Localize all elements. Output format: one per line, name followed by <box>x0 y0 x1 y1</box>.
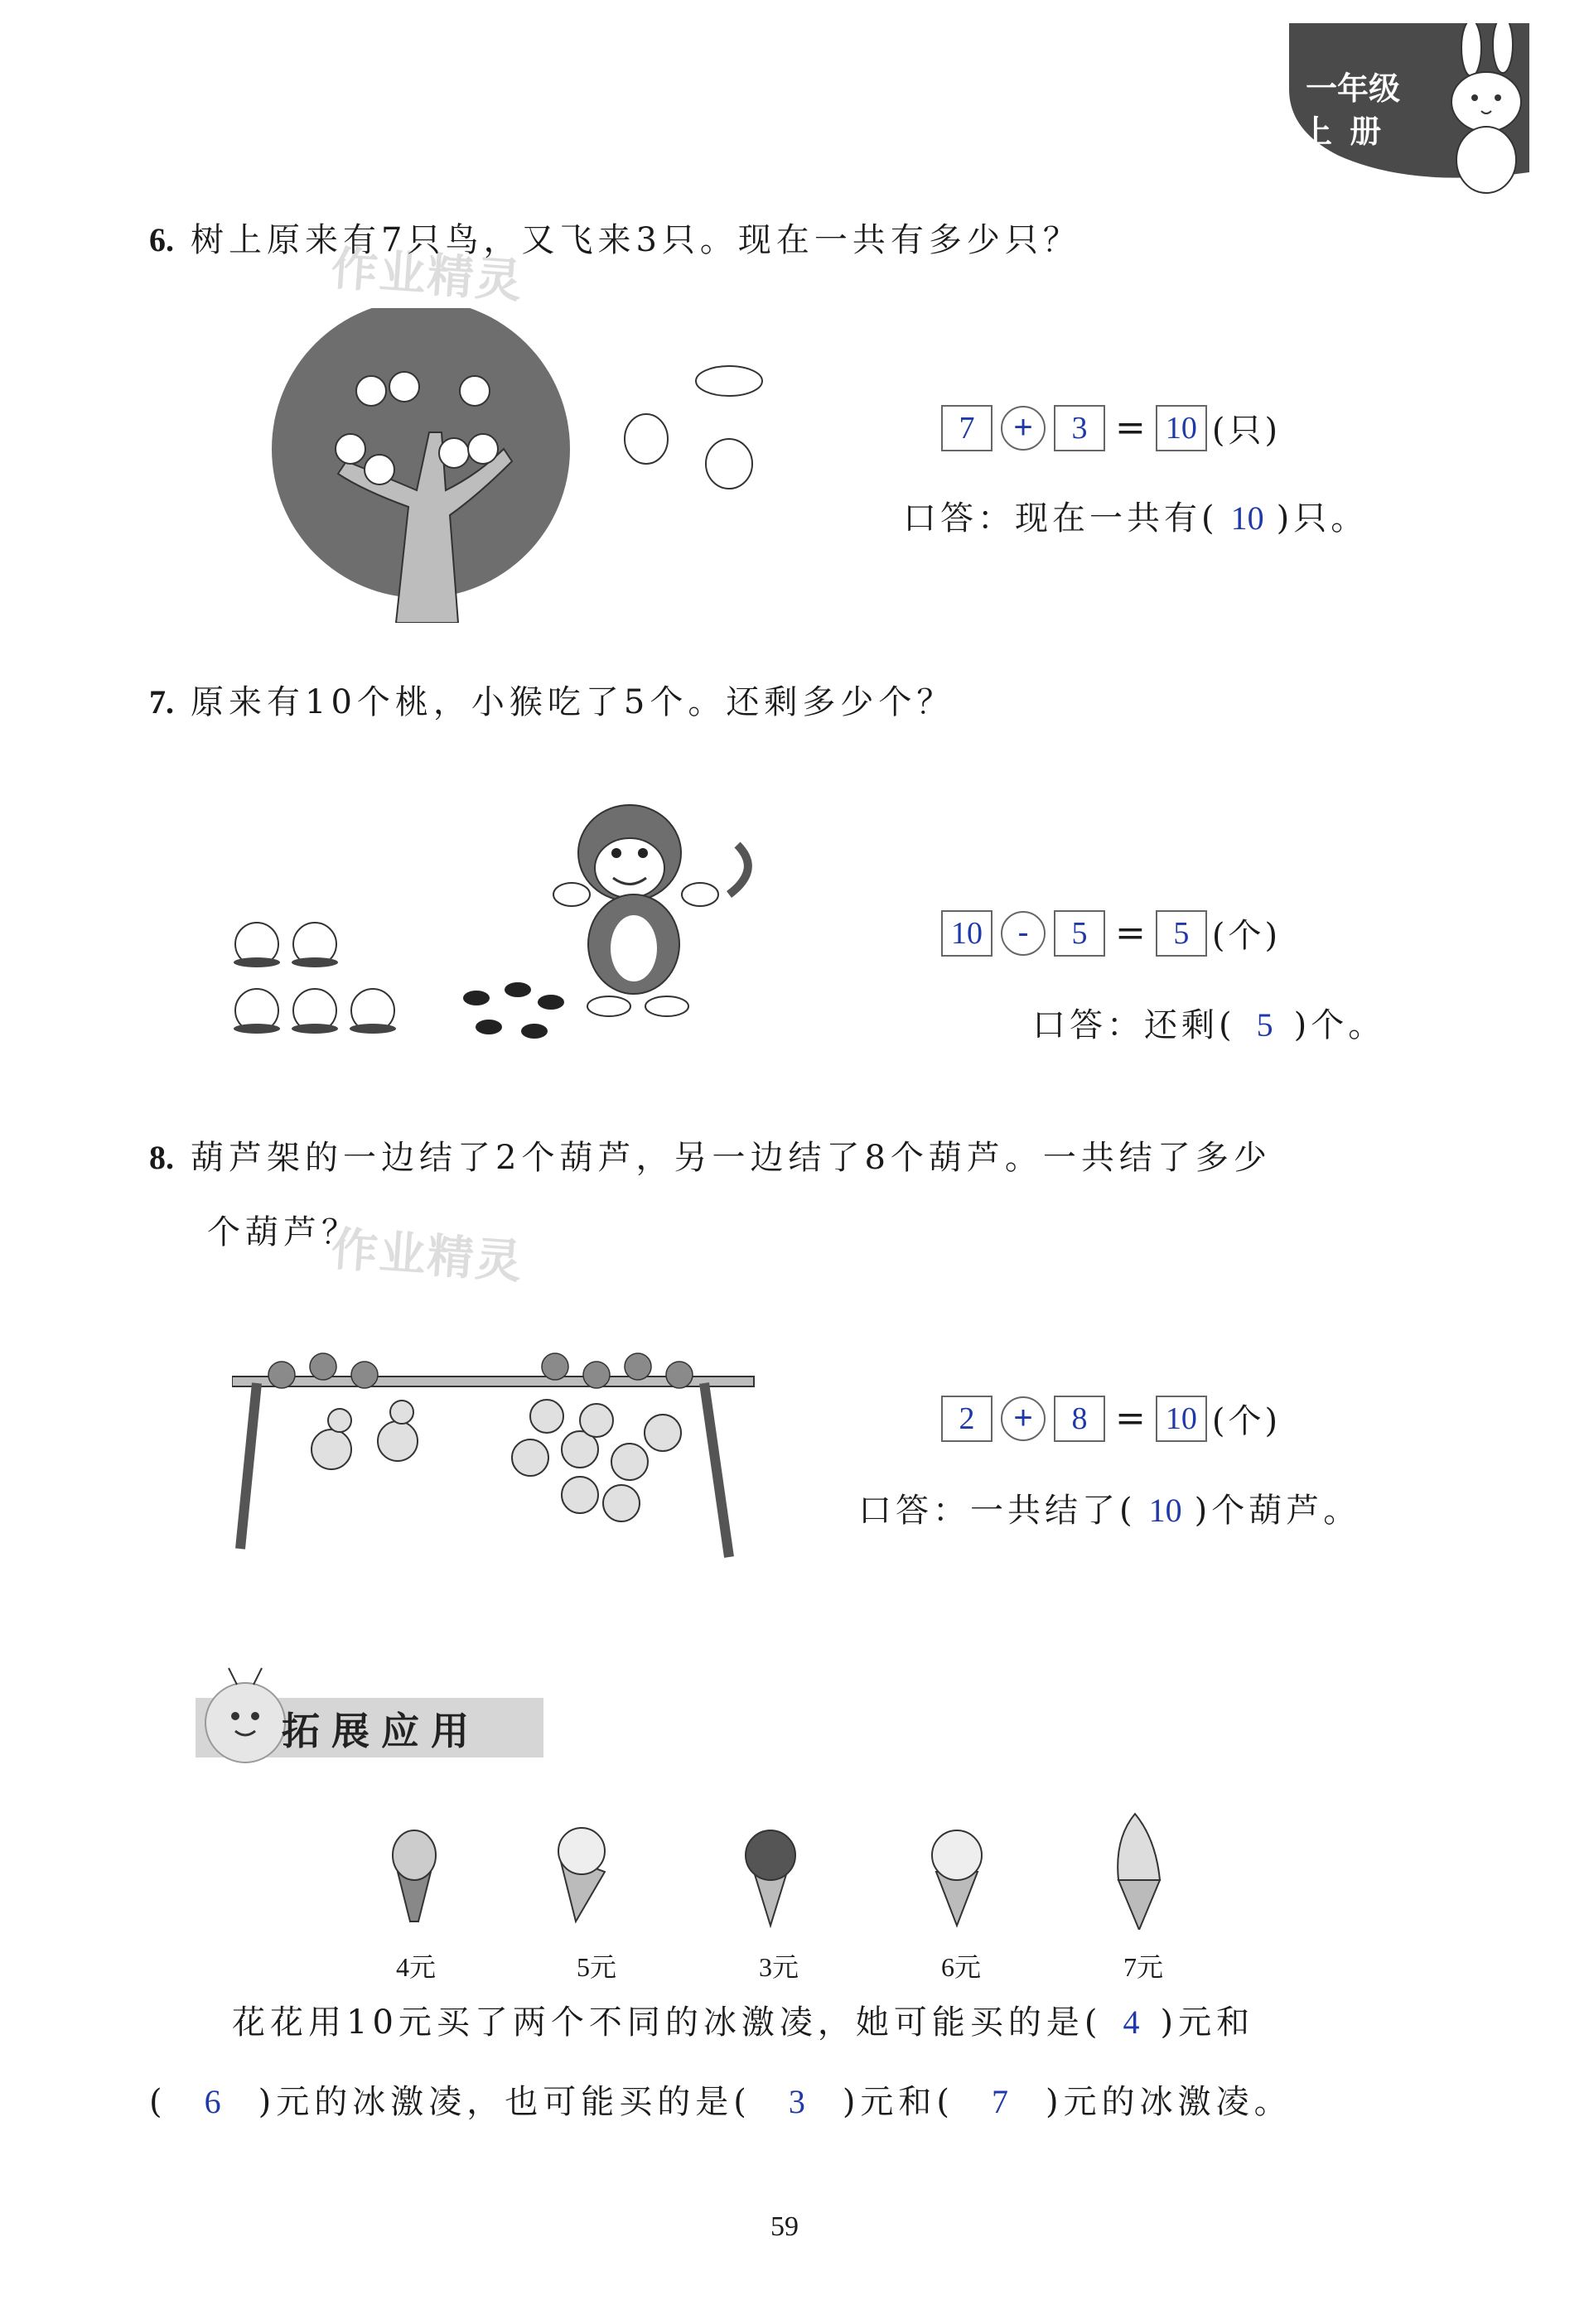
line2-text-c: )元的冰激凌。 <box>1046 2083 1292 2121</box>
addend-a-box[interactable]: 2 <box>941 1396 993 1442</box>
answer-value[interactable]: 10 <box>1230 499 1264 537</box>
question-number: 6. <box>149 221 174 258</box>
watermark: 作业精灵 <box>329 241 525 308</box>
operator-circle[interactable]: - <box>1001 911 1046 956</box>
question-text-line1: 葫芦架的一边结了2个葫芦，另一边结了8个葫芦。一共结了多少 <box>191 1139 1272 1177</box>
ice-cream-row-illustration <box>389 1806 1201 1930</box>
question-number: 8. <box>149 1139 174 1176</box>
minuend-box[interactable]: 10 <box>941 910 993 957</box>
answer-prefix: 口答：一共结了( <box>858 1492 1137 1530</box>
answer-6 <box>903 492 1368 539</box>
answer-blank-3[interactable]: 3 <box>788 2083 805 2120</box>
flying-birds-illustration <box>605 348 795 513</box>
answer-suffix: )个葫芦。 <box>1194 1492 1361 1530</box>
line1-prefix: 花花用10元买了两个不同的冰激凌，她可能买的是( <box>232 2003 1103 2042</box>
section-title: 拓展应用 <box>282 1709 481 1753</box>
question-text: 原来有10个桃，小猴吃了5个。还剩多少个？ <box>191 683 955 721</box>
line2-paren: ( <box>149 2083 167 2121</box>
answer-blank-4[interactable]: 7 <box>992 2083 1009 2120</box>
grade-corner-tab <box>1289 23 1538 189</box>
extension-line-1 <box>232 1996 1254 2043</box>
question-7 <box>149 676 954 723</box>
line2-text-b: )元和( <box>842 2083 955 2121</box>
equals-sign: = <box>1115 912 1146 954</box>
equation-8 <box>941 1395 1281 1442</box>
question-6 <box>149 214 1081 261</box>
price-label: 3元 <box>759 1952 799 1982</box>
subtrahend-box[interactable]: 5 <box>1054 910 1105 957</box>
answer-blank-1[interactable]: 4 <box>1123 2003 1140 2041</box>
operator-circle[interactable]: + <box>1001 1396 1046 1441</box>
result-box[interactable]: 10 <box>1156 1396 1207 1442</box>
question-text: 树上原来有7只鸟，又飞来3只。现在一共有多少只？ <box>191 221 1081 259</box>
peaches-illustration <box>224 919 423 1052</box>
gourd-trellis-illustration <box>232 1342 762 1565</box>
question-number: 7. <box>149 683 174 721</box>
addend-a-box[interactable]: 7 <box>941 405 993 451</box>
watermark: 作业精灵 <box>329 1222 525 1289</box>
answer-blank-2[interactable]: 6 <box>204 2083 221 2120</box>
question-8-line2: 个葫芦？ <box>207 1213 360 1251</box>
line2-text-a: )元的冰激凌，也可能买的是( <box>258 2083 751 2121</box>
unit-label: (只) <box>1211 412 1282 450</box>
addend-b-box[interactable]: 3 <box>1054 405 1105 451</box>
answer-suffix: )只。 <box>1276 499 1369 538</box>
answer-value[interactable]: 5 <box>1256 1006 1273 1044</box>
volume-label: 上 册 <box>1301 115 1382 150</box>
addend-b-box[interactable]: 8 <box>1054 1396 1105 1442</box>
monkey-illustration <box>530 795 762 1027</box>
equals-sign: = <box>1115 1397 1146 1439</box>
question-8 <box>149 1131 1272 1179</box>
page-number: 59 <box>770 2211 799 2242</box>
unit-label: (个) <box>1211 917 1282 955</box>
grade-label: 一年级 <box>1306 72 1401 107</box>
equation-6 <box>941 404 1281 451</box>
result-box[interactable]: 5 <box>1156 910 1207 957</box>
answer-prefix: 口答：还剩( <box>1032 1006 1236 1044</box>
price-label: 6元 <box>941 1952 982 1982</box>
equals-sign: = <box>1115 407 1146 449</box>
price-label: 5元 <box>577 1952 617 1982</box>
price-label: 7元 <box>1123 1952 1164 1982</box>
equation-7 <box>941 909 1281 957</box>
line1-suffix: )元和 <box>1160 2003 1255 2042</box>
extension-line-2 <box>149 2076 1292 2123</box>
answer-suffix: )个。 <box>1293 1006 1386 1044</box>
tree-birds-illustration <box>263 308 578 623</box>
answer-8 <box>858 1484 1360 1531</box>
price-label: 4元 <box>396 1952 437 1982</box>
rabbit-icon <box>1438 23 1538 201</box>
answer-prefix: 口答：现在一共有( <box>903 499 1219 538</box>
section-header-extension <box>146 1665 552 1764</box>
answer-value[interactable]: 10 <box>1148 1492 1182 1529</box>
result-box[interactable]: 10 <box>1156 405 1207 451</box>
unit-label: (个) <box>1211 1402 1282 1440</box>
operator-circle[interactable]: + <box>1001 406 1046 451</box>
answer-7 <box>1032 999 1385 1046</box>
